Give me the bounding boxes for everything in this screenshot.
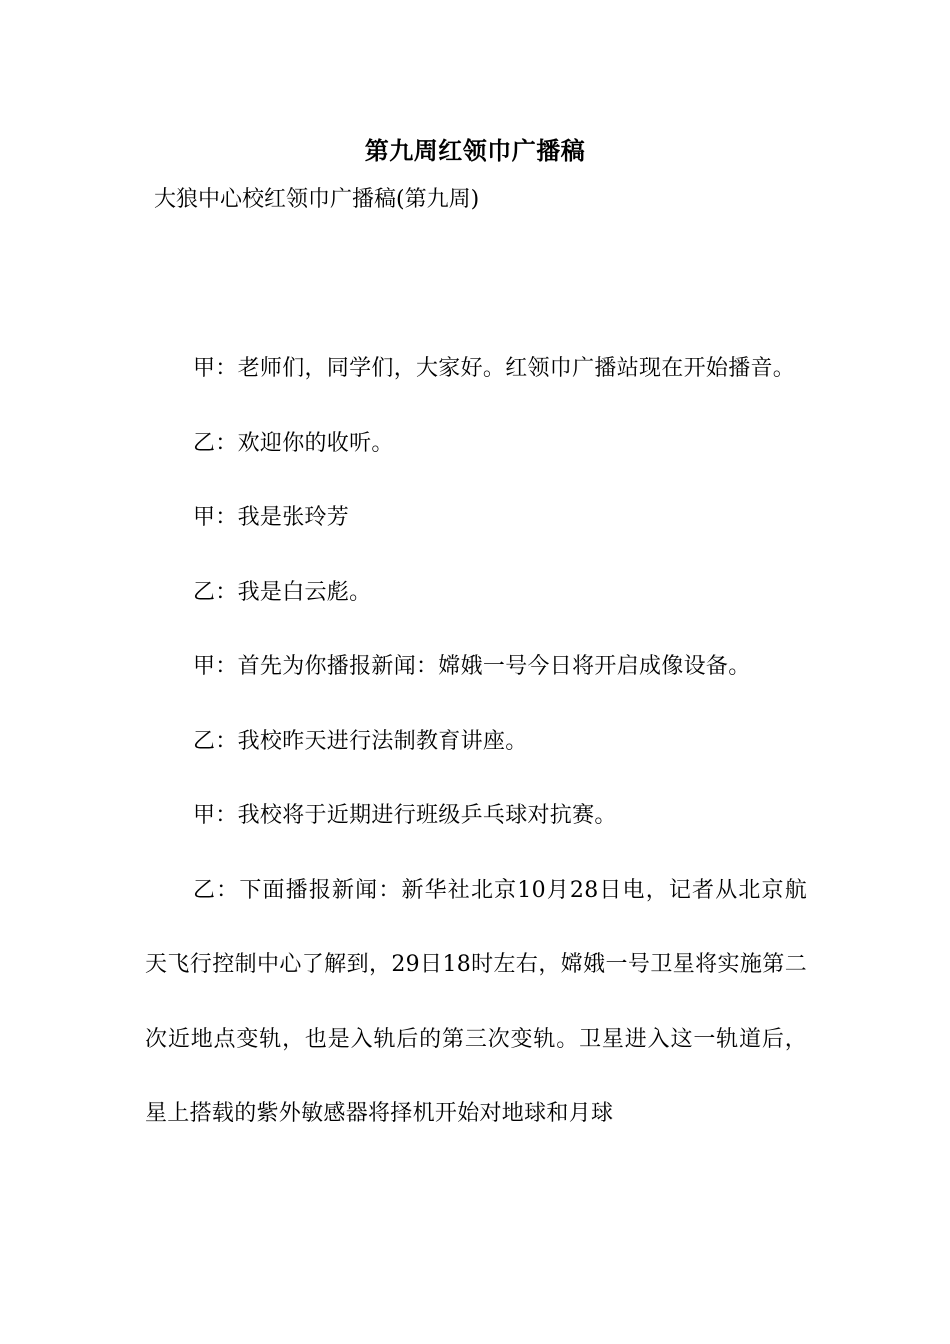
paragraph: 甲：我是张玲芳: [193, 505, 350, 530]
paragraph: 乙：我是白云彪。: [193, 579, 372, 605]
document-title: 第九周红领巾广播稿: [364, 136, 586, 165]
document-body: [145, 332, 807, 1152]
paragraph: 乙：我校昨天进行法制教育讲座。: [193, 728, 528, 754]
paragraph: 乙：欢迎你的收听。: [193, 430, 394, 456]
paragraph: 甲：我校将于近期进行班级乒乓球对抗赛。: [193, 803, 617, 828]
paragraph: 甲：首先为你播报新闻：嫦娥一号今日将开启成像设备。: [193, 654, 751, 679]
paragraph: 乙：下面播报新闻：新华社北京10月28日电，记者从北京航天飞行控制中心了解到，29日18时左右，嫦娥一号卫星将实施第二次近地点变轨，也是入轨后的第三次变轨。卫星进入这一轨道后，星上搭载的紫外敏感器将择机开始对地球和月球: [145, 877, 807, 1126]
document-subtitle: 大狼中心校红领巾广播稿(第九周): [154, 187, 480, 212]
paragraph: 甲：老师们，同学们，大家好。红领巾广播站现在开始播音。: [193, 356, 796, 381]
